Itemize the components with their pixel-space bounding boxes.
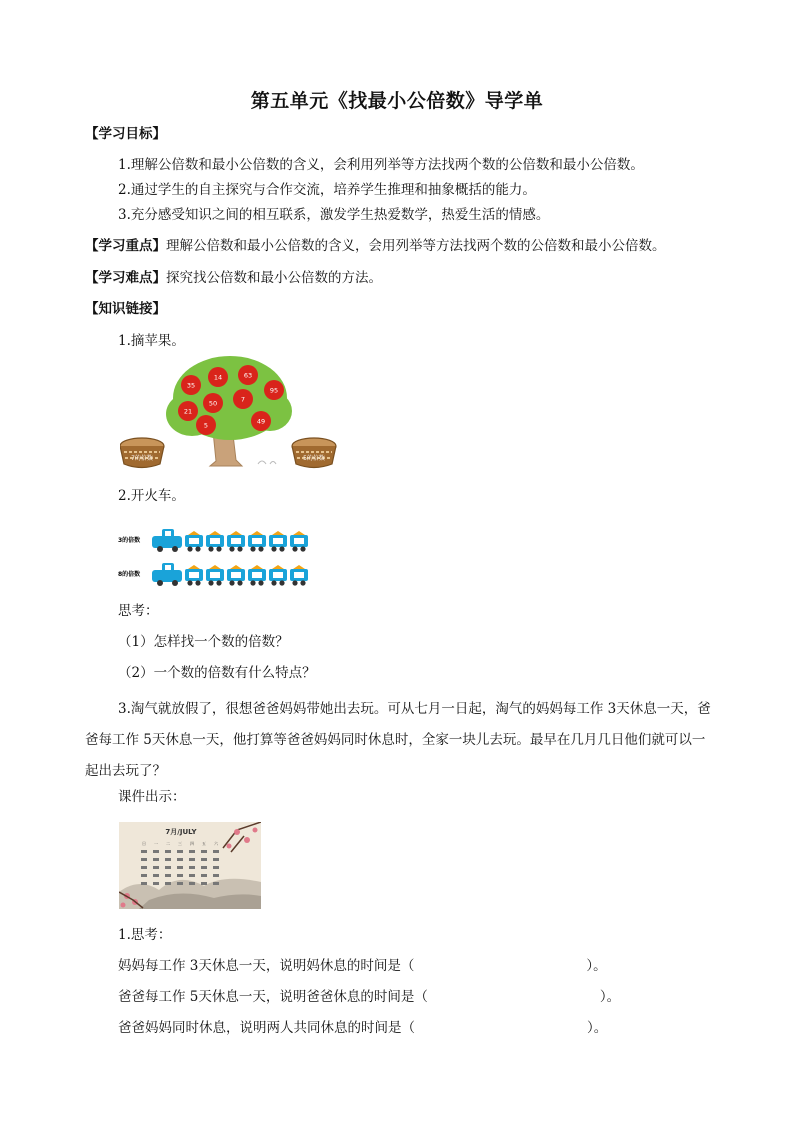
apple-number: 95 [269, 386, 279, 395]
calendar-day-mark [141, 858, 147, 861]
calendar-day-mark [177, 850, 183, 853]
apple-number: 5 [203, 421, 209, 430]
calendar-day-mark [201, 866, 207, 869]
think-label: 思考： [118, 603, 159, 619]
difficulty [85, 268, 382, 288]
calendar-day-mark [153, 858, 159, 861]
calendar-image [119, 822, 261, 909]
apple-task: 1.摘苹果。 [118, 333, 185, 349]
question: （1）怎样找一个数的倍数？ [118, 634, 289, 650]
calendar-day-mark [141, 874, 147, 877]
calendar-svg [119, 822, 261, 909]
answer-line-end: ）。 [599, 989, 621, 1005]
weekday-label: 一 [154, 841, 158, 846]
train-row-label: 8的倍数 [118, 571, 141, 578]
calendar-day-mark [213, 866, 219, 869]
calendar-day-mark [189, 858, 195, 861]
calendar-day-mark [213, 874, 219, 877]
weekday-label: 日 [142, 841, 146, 846]
apple-number: 35 [186, 381, 196, 390]
calendar-day-mark [153, 874, 159, 877]
calendar-day-mark [141, 866, 147, 869]
calendar-day-mark [177, 858, 183, 861]
train-car [290, 565, 308, 586]
page-title: 第五单元《找最小公倍数》导学单 [250, 90, 544, 112]
train-car [227, 531, 245, 552]
calendar-day-mark [213, 850, 219, 853]
calendar-day-mark [213, 882, 219, 885]
apple-number: 50 [208, 399, 218, 408]
answer-line-end: ）。 [587, 1020, 608, 1036]
train-car [185, 531, 203, 552]
calendar-day-mark [165, 882, 171, 885]
answer-line-text: 爸爸每工作 5天休息一天，说明爸爸休息的时间是（ [118, 989, 428, 1005]
train-svg [118, 526, 333, 586]
train-row [152, 563, 308, 586]
train-row [152, 529, 308, 552]
link-heading: 【知识链接】 [85, 301, 166, 317]
train-car [206, 531, 224, 552]
apple-number: 7 [240, 395, 246, 404]
answer-line-end: ）。 [586, 958, 607, 974]
question: （2）一个数的倍数有什么特点？ [118, 665, 316, 681]
difficulty-heading: 【学习难点】 [85, 270, 166, 286]
train-task: 2.开火车。 [118, 488, 185, 504]
train-row-label: 3的倍数 [118, 537, 141, 544]
left-basket [120, 438, 164, 468]
apple-number: 49 [256, 417, 266, 426]
apple-tree-svg [120, 356, 340, 471]
courseware-label: 课件出示： [118, 789, 186, 805]
train-car [248, 531, 266, 552]
weekday-label: 三 [178, 841, 182, 846]
apple-number: 21 [183, 407, 193, 416]
train-car [185, 565, 203, 586]
calendar-day-mark [153, 882, 159, 885]
train-car [290, 531, 308, 552]
calendar-day-mark [165, 850, 171, 853]
think2-label: 1.思考： [118, 927, 172, 943]
basket-label-left: 7的倍数 [131, 455, 153, 462]
calendar-day-mark [189, 882, 195, 885]
answer-line [118, 1018, 607, 1038]
calendar-day-mark [201, 874, 207, 877]
calendar-day-mark [153, 850, 159, 853]
calendar-day-mark [177, 874, 183, 877]
key-point [85, 236, 666, 256]
apple-tree-illustration [120, 356, 340, 471]
train-car [269, 565, 287, 586]
weekday-label: 五 [202, 841, 206, 846]
calendar-day-mark [165, 866, 171, 869]
basket-label-right: 5的倍数 [303, 455, 325, 462]
train-car [227, 565, 245, 586]
key-point-text: 理解公倍数和最小公倍数的含义，会用列举等方法找两个数的公倍数和最小公倍数。 [166, 238, 666, 254]
weekday-label: 六 [214, 841, 218, 846]
goal-item: 1.理解公倍数和最小公倍数的含义，会利用列举等方法找两个数的公倍数和最小公倍数。 [118, 157, 644, 173]
goals-heading: 【学习目标】 [85, 126, 166, 142]
calendar-day-mark [165, 858, 171, 861]
locomotive [152, 529, 182, 552]
right-basket [292, 438, 336, 468]
answer-line [118, 956, 607, 976]
calendar-day-mark [141, 850, 147, 853]
answer-line [118, 987, 620, 1007]
train-car [248, 565, 266, 586]
calendar-day-mark [201, 858, 207, 861]
calendar-day-mark [189, 866, 195, 869]
answer-line-text: 爸爸妈妈同时休息，说明两人共同休息的时间是（ [118, 1020, 415, 1036]
weekday-label: 四 [190, 841, 194, 846]
calendar-title: 7月/JULY [165, 828, 197, 836]
calendar-day-mark [141, 882, 147, 885]
answer-line-text: 妈妈每工作 3天休息一天，说明妈休息的时间是（ [118, 958, 415, 974]
apple-number: 14 [213, 373, 223, 382]
train-illustration [118, 526, 333, 586]
train-car [269, 531, 287, 552]
story-text: 3.淘气就放假了，很想爸爸妈妈带她出去玩。可从七月一日起，淘气的妈妈每工作 3天休息一天，爸爸每工作 5天休息一天，他打算等爸爸妈妈同时休息时，全家一块儿去玩。最早在几月几日他们就可以一起出去玩了？ [85, 701, 711, 779]
calendar-day-mark [201, 850, 207, 853]
calendar-day-mark [189, 850, 195, 853]
calendar-day-mark [213, 858, 219, 861]
calendar-day-mark [177, 882, 183, 885]
calendar-day-mark [177, 866, 183, 869]
locomotive [152, 563, 182, 586]
weekday-label: 二 [166, 841, 170, 846]
calendar-day-mark [201, 882, 207, 885]
calendar-day-mark [165, 874, 171, 877]
calendar-day-mark [189, 874, 195, 877]
calendar-day-mark [153, 866, 159, 869]
goal-item: 3.充分感受知识之间的相互联系，激发学生热爱数学，热爱生活的情感。 [118, 207, 550, 223]
difficulty-text: 探究找公倍数和最小公倍数的方法。 [166, 270, 382, 286]
train-car [206, 565, 224, 586]
key-point-heading: 【学习重点】 [85, 238, 166, 254]
goal-item: 2.通过学生的自主探究与合作交流，培养学生推理和抽象概括的能力。 [118, 182, 536, 198]
apple-number: 63 [243, 371, 253, 380]
